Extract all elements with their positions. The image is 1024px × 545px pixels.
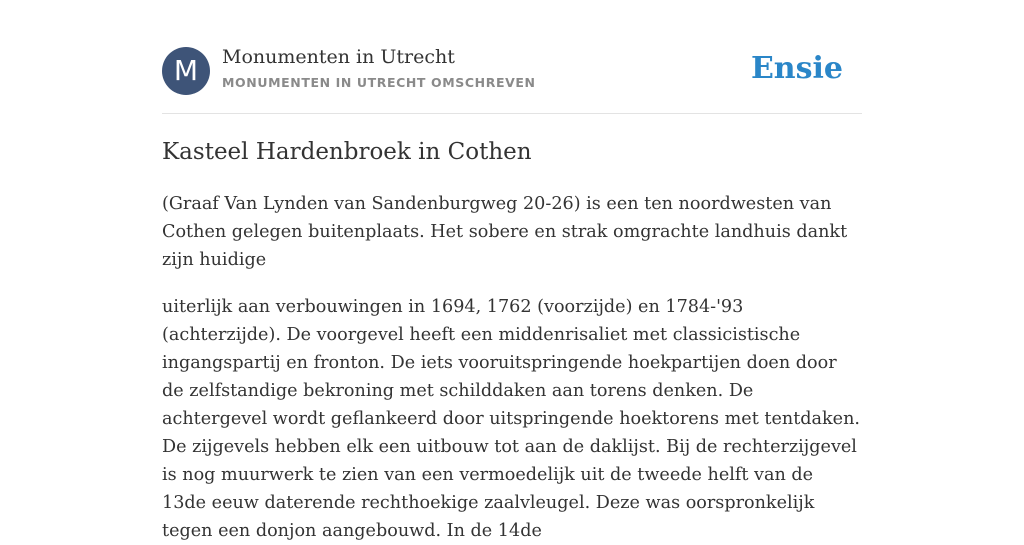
article-paragraph: (Graaf Van Lynden van Sandenburgweg 20-26) is een ten noordwesten van Cothen gelegen buitenplaats. Het sobere en strak omgrachte landhuis dankt zijn huidige (162, 194, 848, 270)
brand-logo-link[interactable]: Ensie (750, 51, 843, 86)
avatar[interactable]: M (162, 47, 210, 95)
site-title[interactable]: Monumenten in Utrecht (222, 46, 455, 68)
site-subtitle: MONUMENTEN IN UTRECHT OMSCHREVEN (222, 75, 536, 90)
page-container (162, 0, 862, 541)
site-header (162, 0, 862, 114)
article-paragraph: uiterlijk aan verbouwingen in 1694, 1762 (voorzijde) en 1784-'93 (achterzijde). De voorgevel heeft een middenrisaliet met classicistische ingangspartij en fronton. De iets vooruitspringende hoekpartijen doen door de zelfstandige bekroning met schilddaken aan torens denken. De achtergevel wordt geflankeerd door uitspringende hoektorens met tentdaken. De zijgevels hebben elk een uitbouw tot aan de daklijst. Bij de rechterzijgevel is nog muurwerk te zien van een vermoedelijk uit de tweede helft van de 13de eeuw daterende rechthoekige zaalvleugel. Deze was oorspronkelijk tegen een donjon aangebouwd. In de 14de (162, 297, 861, 541)
article-title: Kasteel Hardenbroek in Cothen (162, 139, 532, 165)
